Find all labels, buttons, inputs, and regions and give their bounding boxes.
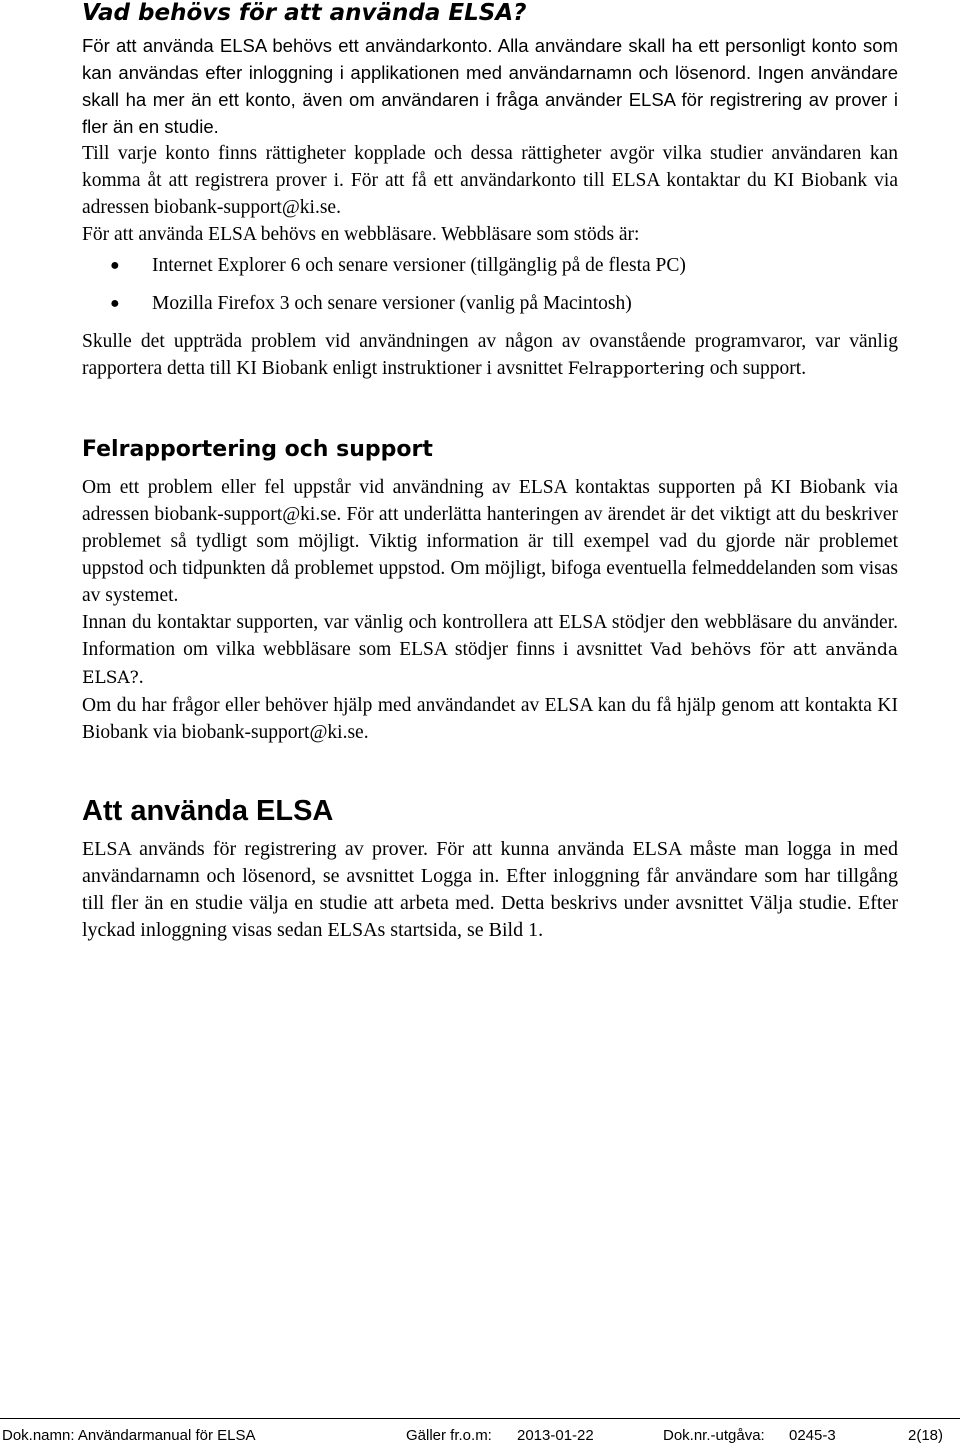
support-paragraph-1: Om ett problem eller fel uppstår vid användning av ELSA kontaktas supporten på KI Biobank via adressen biobank-support@ki.se. För att underlätta hanteringen av ärendet är det viktigt att du beskriver problemet så tydligt som möjligt. Viktig information är till exempel vad du gjorde när problemet uppstod och tidpunkten då problemet uppstod. Om möjligt, bifoga eventuella felmeddelanden som visas av systemet. — [82, 477, 898, 606]
list-item — [82, 290, 898, 317]
section-heading-support: Felrapportering och support — [82, 437, 433, 462]
footer-doc-name: Dok.namn: Användarmanual för ELSA — [2, 1427, 256, 1444]
bullet-icon: ● — [110, 295, 120, 312]
requirements-paragraph-2: Till varje konto finns rättigheter kopplade och dessa rättigheter avgör vilka studier användaren kan komma åt att registrera prover i. För att få ett användarkonto till ELSA kontaktar du KI Biobank via adressen biobank-support@ki.se. — [82, 143, 898, 218]
problem-report-text: Skulle det uppträda problem vid användningen av någon av ovanstående programvaror, var vänlig rapportera detta till KI Biobank enligt instruktioner i avsnittet — [82, 331, 898, 379]
support-paragraph-2-text: Innan du kontaktar supporten, var vänlig och kontrollera att ELSA stödjer den webbläsare du använder. Information om vilka webbläsare som ELSA stödjer finns i avsnittet — [82, 612, 898, 660]
section-heading-requirements: Vad behövs för att använda ELSA? — [82, 0, 527, 26]
page-footer — [0, 1427, 960, 1447]
bullet-icon: ● — [110, 257, 120, 274]
support-paragraph-2-end: . — [138, 667, 144, 688]
support-paragraph-2 — [82, 609, 898, 692]
support-paragraph-3: Om du har frågor eller behöver hjälp med användandet av ELSA kan du få hjälp genom att kontakta KI Biobank via biobank-support@ki.se. — [82, 695, 898, 743]
section-reference-link[interactable]: Vad behövs för att använda ELSA? — [82, 640, 899, 688]
requirements-paragraph-1: För att använda ELSA behövs ett användarkonto. Alla användare skall ha ett personligt konto som kan användas efter inloggning i applikationen med användarnamn och lösenord. Ingen användare skall ha mer än ett konto, även om användaren i fråga använder ELSA för registrering av prover i fler än en studie. — [82, 35, 898, 137]
section-reference-link[interactable]: Felrapportering — [567, 359, 705, 379]
footer-valid-date: 2013-01-22 — [517, 1427, 594, 1444]
footer-page-number: 2(18) — [908, 1427, 944, 1444]
using-elsa-paragraph: ELSA används för registrering av prover. För att kunna använda ELSA måste man logga in med användarnamn och lösenord, se avsnittet Logga in. Efter inloggning får användare som har tillgång till fler än en studie välja en studie att arbeta med. Detta beskrivs under avsnittet Välja studie. Efter lyckad inloggning visas sedan ELSAs startsida, se Bild 1. — [82, 838, 898, 941]
list-item — [82, 252, 898, 279]
footer-valid-label: Gäller fr.o.m: — [406, 1427, 492, 1444]
list-item-text: Internet Explorer 6 och senare versioner (tillgänglig på de flesta PC) — [152, 255, 686, 276]
section-heading-using-elsa: Att använda ELSA — [82, 795, 334, 827]
problem-report-text-end: och support. — [704, 358, 807, 379]
browser-list — [82, 252, 898, 317]
browser-intro-paragraph: För att använda ELSA behövs en webbläsare. Webbläsare som stöds är: — [82, 224, 640, 245]
problem-report-paragraph — [82, 328, 898, 383]
footer-divider — [0, 1418, 960, 1419]
footer-doc-nr: 0245-3 — [789, 1427, 836, 1444]
footer-doc-nr-label: Dok.nr.-utgåva: — [663, 1427, 765, 1444]
list-item-text: Mozilla Firefox 3 och senare versioner (vanlig på Macintosh) — [152, 293, 632, 314]
